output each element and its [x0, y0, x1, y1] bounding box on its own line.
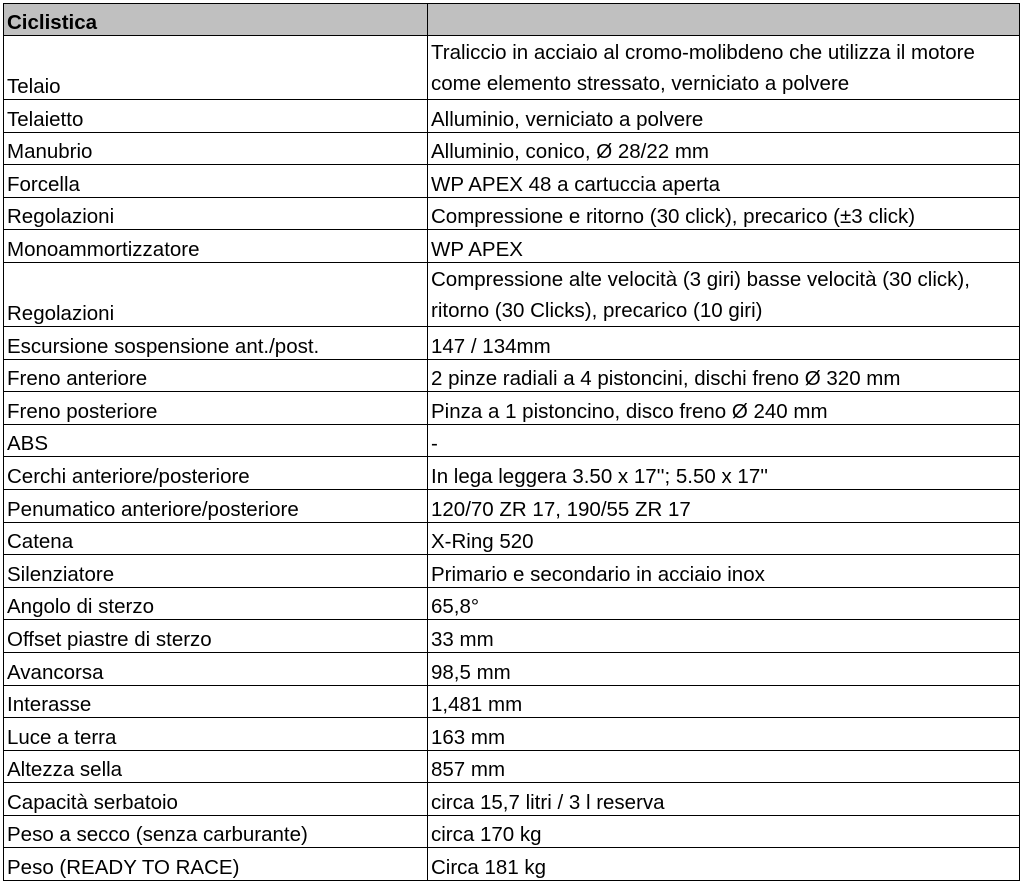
spec-label: Telaietto [4, 100, 428, 133]
table-row [4, 750, 1020, 783]
spec-label: Peso a secco (senza carburante) [4, 815, 428, 848]
spec-label: Regolazioni [4, 262, 428, 326]
spec-value: 857 mm [428, 750, 1020, 783]
table-row [4, 815, 1020, 848]
table-row [4, 522, 1020, 555]
spec-value: circa 170 kg [428, 815, 1020, 848]
table-row [4, 326, 1020, 359]
table-row [4, 392, 1020, 425]
table-row [4, 848, 1020, 881]
table-row [4, 489, 1020, 522]
section-title-value [428, 4, 1020, 36]
spec-label: Angolo di sterzo [4, 587, 428, 620]
spec-value: 1,481 mm [428, 685, 1020, 718]
table-row [4, 718, 1020, 751]
spec-value: Pinza a 1 pistoncino, disco freno Ø 240 mm [428, 392, 1020, 425]
table-row [4, 230, 1020, 263]
spec-label: Regolazioni [4, 197, 428, 230]
spec-value: 147 / 134mm [428, 326, 1020, 359]
spec-value: 120/70 ZR 17, 190/55 ZR 17 [428, 489, 1020, 522]
spec-table [3, 3, 1020, 881]
table-header-row [4, 4, 1020, 36]
table-row [4, 132, 1020, 165]
table-row [4, 424, 1020, 457]
spec-label: Telaio [4, 36, 428, 100]
spec-label: Luce a terra [4, 718, 428, 751]
spec-value: WP APEX [428, 230, 1020, 263]
spec-label: Freno posteriore [4, 392, 428, 425]
table-row [4, 36, 1020, 100]
table-row [4, 620, 1020, 653]
spec-value: circa 15,7 litri / 3 l reserva [428, 783, 1020, 816]
spec-label: Interasse [4, 685, 428, 718]
spec-value: Alluminio, verniciato a polvere [428, 100, 1020, 133]
spec-value: 2 pinze radiali a 4 pistoncini, dischi freno Ø 320 mm [428, 359, 1020, 392]
section-title: Ciclistica [4, 4, 428, 36]
spec-value: 33 mm [428, 620, 1020, 653]
spec-label: Penumatico anteriore/posteriore [4, 489, 428, 522]
spec-value: Compressione e ritorno (30 click), precarico (±3 click) [428, 197, 1020, 230]
table-row [4, 262, 1020, 326]
spec-label: Avancorsa [4, 652, 428, 685]
spec-label: Altezza sella [4, 750, 428, 783]
spec-value: WP APEX 48 a cartuccia aperta [428, 165, 1020, 198]
table-row [4, 100, 1020, 133]
spec-value: In lega leggera 3.50 x 17''; 5.50 x 17'' [428, 457, 1020, 490]
table-row [4, 783, 1020, 816]
spec-value: 65,8° [428, 587, 1020, 620]
spec-value: Compressione alte velocità (3 giri) basse velocità (30 click), ritorno (30 Clicks), precarico (10 giri) [428, 262, 1020, 326]
spec-value: Circa 181 kg [428, 848, 1020, 881]
spec-label: Capacità serbatoio [4, 783, 428, 816]
spec-value: 98,5 mm [428, 652, 1020, 685]
table-row [4, 359, 1020, 392]
table-row [4, 197, 1020, 230]
spec-label: Freno anteriore [4, 359, 428, 392]
spec-label: Peso (READY TO RACE) [4, 848, 428, 881]
spec-label: Cerchi anteriore/posteriore [4, 457, 428, 490]
spec-label: Catena [4, 522, 428, 555]
spec-label: Silenziatore [4, 555, 428, 588]
spec-label: Manubrio [4, 132, 428, 165]
table-row [4, 652, 1020, 685]
spec-value: Primario e secondario in acciaio inox [428, 555, 1020, 588]
spec-value: 163 mm [428, 718, 1020, 751]
spec-value: - [428, 424, 1020, 457]
spec-label: Forcella [4, 165, 428, 198]
table-row [4, 555, 1020, 588]
table-row [4, 587, 1020, 620]
spec-label: Escursione sospensione ant./post. [4, 326, 428, 359]
spec-value: Alluminio, conico, Ø 28/22 mm [428, 132, 1020, 165]
spec-value: X-Ring 520 [428, 522, 1020, 555]
spec-label: Offset piastre di sterzo [4, 620, 428, 653]
table-row [4, 685, 1020, 718]
spec-value: Traliccio in acciaio al cromo-molibdeno che utilizza il motore come elemento stressato, verniciato a polvere [428, 36, 1020, 100]
spec-label: ABS [4, 424, 428, 457]
table-row [4, 457, 1020, 490]
spec-label: Monoammortizzatore [4, 230, 428, 263]
table-row [4, 165, 1020, 198]
